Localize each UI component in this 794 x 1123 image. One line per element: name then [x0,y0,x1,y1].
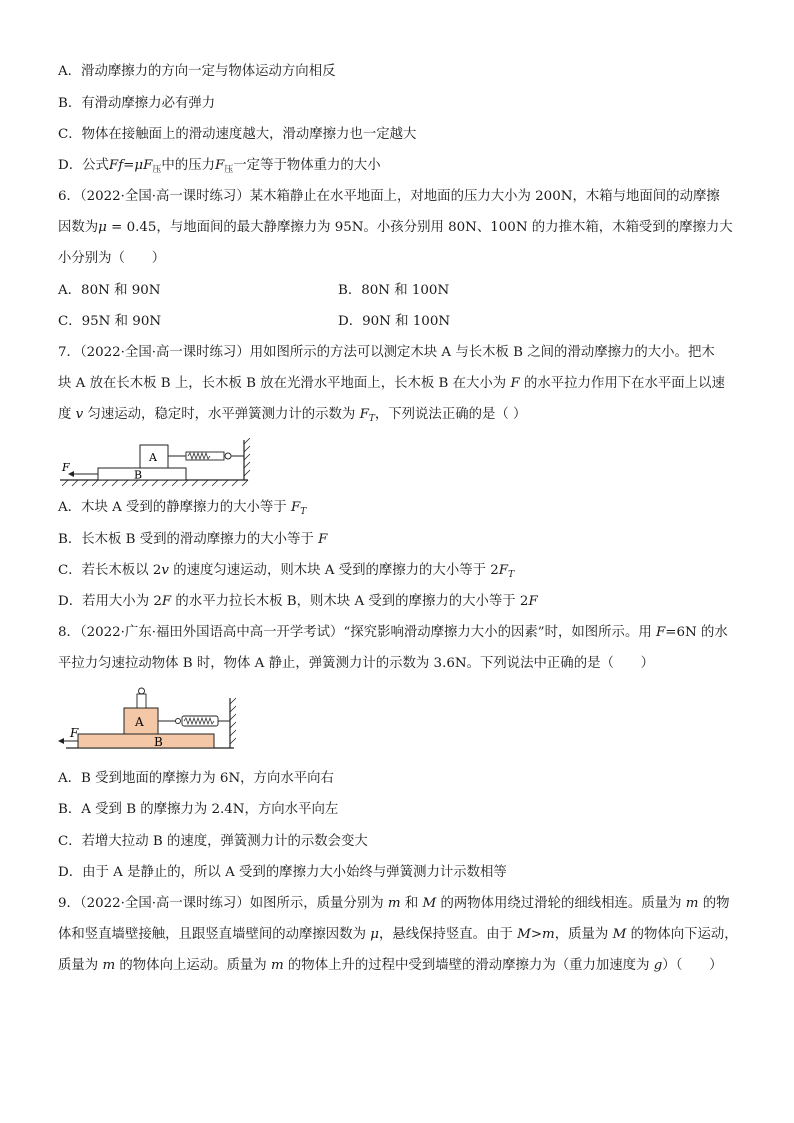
q6-option-d: D．90N 和 100N [338,314,451,329]
q9-line1-prefix: 9．（2022·全国·高一课时练习）如图所示，质量分别为 [58,896,388,911]
q7-label-a: A [149,451,157,464]
q7-line3 [58,405,526,429]
q9-line1-end: 的物 [698,896,730,911]
q8-board-b [78,734,214,748]
q7-line1: 7．（2022·全国·高一课时练习）用如图所示的方法可以测定木块 A 与长木板 B 之间的滑动摩擦力的大小。把木 [58,345,715,360]
q7-opt-c-mid: 的速度匀速运动，则木块 A 受到的摩擦力的大小等于 2 [168,563,499,578]
q7-line2 [58,374,725,394]
q9-M-1: M [422,896,437,911]
q8-wall-hatch [230,698,236,744]
q9-line2-end-pre: ，质量为 [554,927,613,942]
pressure-sub: 压 [224,165,234,175]
q7-opt-d-f1: F [161,594,172,609]
q8-force-f: F [655,625,666,640]
q7-line2-suffix: 的水平拉力作用下在水平面上以速 [519,376,725,391]
q6-line1: 6．（2022·全国·高一课时练习）某木箱静止在水平地面上，对地面的压力大小为 200N，木箱与地面间的动摩擦 [58,189,720,204]
q9-line3-mid: 的物体向上运动。质量为 [115,958,271,973]
q7-wall-hatch [244,438,250,476]
q8-label-f: F [70,726,79,740]
q7-opt-c-sub: T [508,570,515,580]
q6-line2 [58,218,733,238]
q7-spring-ring [225,453,231,459]
option-d-suffix: 一定等于物体重力的大小 [233,158,381,173]
pressure-f: F [214,158,225,173]
q9-inequality: M>m [517,927,555,942]
q8-line1-suffix: =6N 的水 [665,625,728,640]
q7-force-ft: F [359,407,369,422]
q6-line2-prefix: 因数为 [58,220,99,235]
q7-option-b [58,530,327,550]
q9-line3-prefix: 质量为 [58,958,103,973]
q6-line2-suffix: = 0.45，与地面间的最大静摩擦力为 95N。小孩分别用 80N、100N 的力推木箱，木箱受到的摩擦力大 [106,220,733,235]
q7-opt-d-f2: F [528,594,538,609]
q7-opt-c-f: F [498,563,509,578]
option-b: B．有滑动摩擦力必有弹力 [58,96,216,111]
q7-ft-sub: T [368,414,375,424]
q7-velocity-v: v [75,407,84,422]
q8-spring-ring [176,719,181,724]
q8-line1 [58,623,728,643]
q7-label-f: F [62,461,70,474]
q8-arrowhead [58,738,64,744]
q7-opt-b-f: F [318,532,328,547]
q9-m-4: m [270,958,284,973]
q9-g: g [653,958,663,973]
q7-option-c [58,561,514,585]
q9-and: 和 [400,896,423,911]
q8-option-c: C．若增大拉动 B 的速度，弹簧测力计的示数会变大 [58,834,368,849]
q9-line2-end: 的物体向下运动， [626,927,738,942]
q7-opt-d-pre: D．若用大小为 2 [58,594,162,609]
q8-label-b: B [154,735,163,749]
q9-m-3: m [102,958,116,973]
q8-option-b: B．A 受到 B 的摩擦力为 2.4N，方向水平向左 [58,802,339,817]
q9-line2-mid: ，悬线保持竖直。由于 [378,927,518,942]
q7-opt-b-text: B．长木板 B 受到的滑动摩擦力的大小等于 [58,532,319,547]
q9-line3-end: ）（ ） [662,958,723,973]
q8-line2: 平拉力匀速拉动物体 B 时，物体 A 静止，弹簧测力计的示数为 3.6N。下列说法中正确的是（ ） [58,656,655,671]
q7-label-b: B [134,468,143,482]
option-c: C．物体在接触面上的滑动速度越大，滑动摩擦力也一定越大 [58,127,417,142]
q8-weight-knob [139,688,145,694]
q6-option-c: C．95N 和 90N [58,314,162,329]
q8-figure [58,684,244,754]
formula-eq: = [123,158,135,173]
q9-line3-post: 的物体上升的过程中受到墙壁的滑动摩擦力为（重力加速度为 [283,958,654,973]
option-a: A．滑动摩擦力的方向一定与物体运动方向相反 [58,64,336,79]
q9-line1-mid: 的两物体用绕过滑轮的细线相连。质量为 [436,896,686,911]
q9-mu: μ [370,927,379,942]
q6-line3: 小分别为（ ） [58,251,166,266]
q9-line2 [58,925,738,945]
q8-line1-prefix: 8．（2022·广东·福田外国语高中高一开学考试）“探究影响滑动摩擦力大小的因素”时，如图所示。用 [58,625,656,640]
q7-line3-suffix: ，下列说法正确的是（ ） [374,407,527,422]
formula-mu-f: μF [134,158,153,173]
q6-option-a: A．80N 和 90N [58,283,161,298]
q7-opt-c-v: v [161,563,169,578]
q8-option-d: D．由于 A 是静止的，所以 A 受到的摩擦力大小始终与弹簧测力计示数相等 [58,865,507,880]
q9-line1 [58,894,730,914]
q7-opt-d-mid: 的水平力拉长木板 B，则木块 A 受到的摩擦力的大小等于 2 [171,594,529,609]
q7-opt-c-pre: C．若长木板以 2 [58,563,162,578]
q7-force-f: F [510,376,520,391]
q7-opt-a-f: F [290,500,301,515]
q7-opt-a-text: A．木块 A 受到的静摩擦力的大小等于 [58,500,291,515]
q8-option-a: A．B 受到地面的摩擦力为 6N，方向水平向右 [58,771,334,786]
q9-M-2: M [612,927,627,942]
q6-mu: μ [98,220,107,235]
q8-label-a: A [135,715,144,729]
q9-m-1: m [387,896,401,911]
q8-weight [137,694,146,708]
q7-option-d [58,592,538,612]
option-d-mid: 中的压力 [161,158,215,173]
q7-line3-mid: 匀速运动，稳定时，水平弹簧测力计的示数为 [83,407,360,422]
q9-line3 [58,956,723,976]
q7-line3-prefix: 度 [58,407,76,422]
formula-ff: Ff [108,158,124,173]
q9-line2-prefix: 体和竖直墙壁接触，且跟竖直墙壁间的动摩擦因数为 [58,927,371,942]
q7-line2-prefix: 块 A 放在长木板 B 上，长木板 B 放在光滑水平地面上，长木板 B 在大小为 [58,376,511,391]
q7-figure [58,438,258,488]
option-d [58,156,381,180]
q6-option-b: B．80N 和 100N [338,283,450,298]
option-d-prefix: D．公式 [58,158,109,173]
q7-opt-a-sub: T [300,507,307,517]
q7-option-a [58,498,306,522]
formula-sub: 压 [152,165,162,175]
q9-m-2: m [685,896,699,911]
q7-ground-hatch [62,480,248,486]
